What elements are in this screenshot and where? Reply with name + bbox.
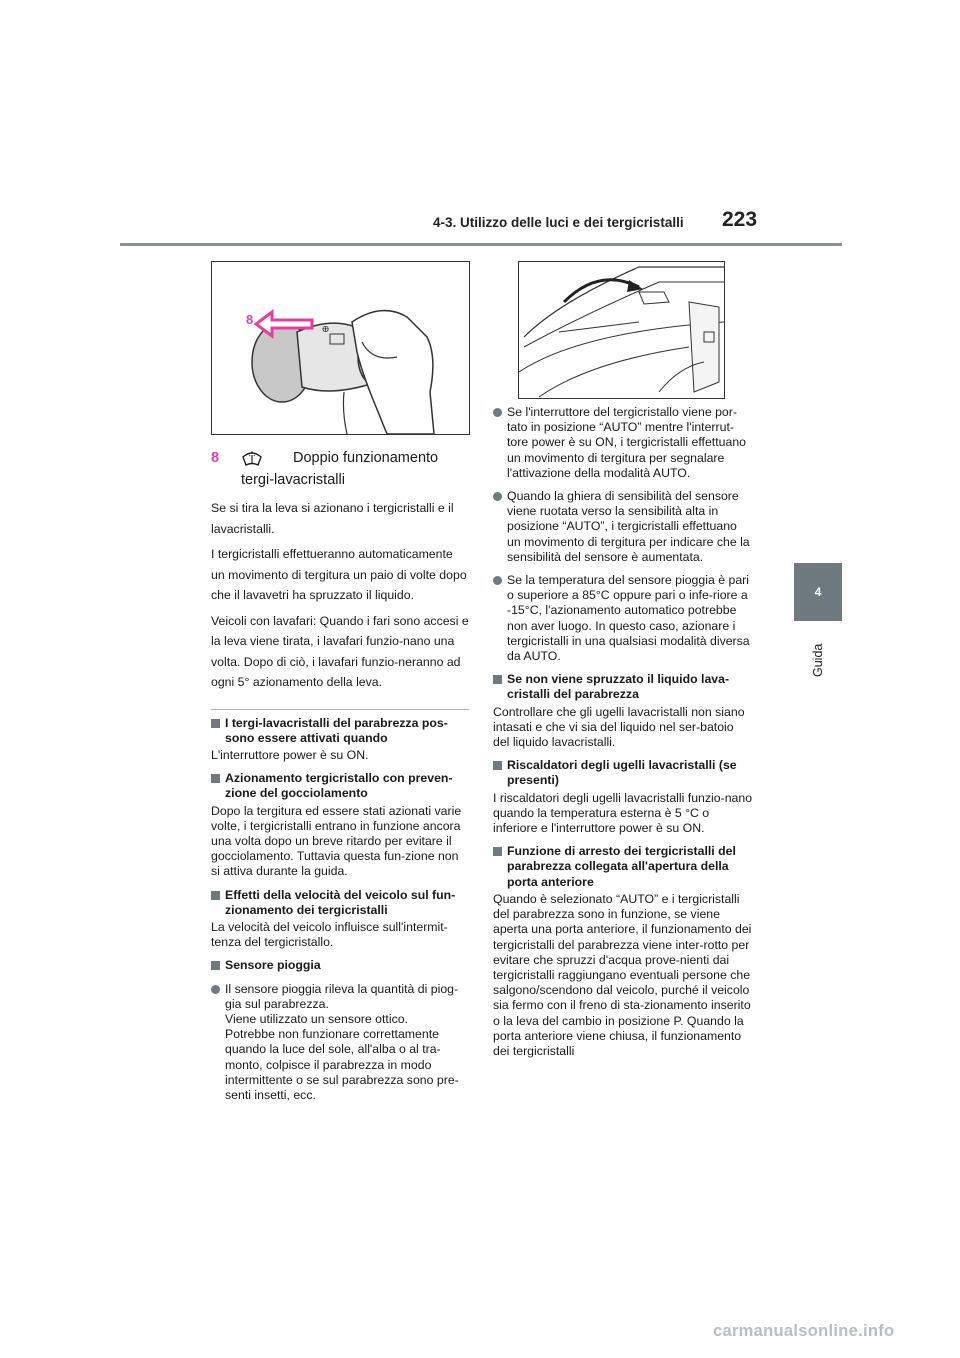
- page-number: 223: [722, 208, 758, 231]
- left-column: [211, 446, 469, 1111]
- bullet-item: [211, 982, 469, 1104]
- figure-callout-8: 8: [246, 312, 254, 327]
- section-text: L'interruttore power è su ON.: [211, 747, 369, 762]
- bullet-item: Quando la ghiera di sensibilità del sensore viene ruotata verso la sensibilità alta in posizione “AUTO”, i tergicristalli effettuano un movimento di tergitura per indicare che la sensibilità del sensore è aumentata.: [493, 489, 753, 565]
- section-text: La velocità del veicolo influisce sull'intermit-tenza del tergicristallo.: [211, 919, 448, 950]
- watermark: carmanualsonline.info: [713, 1322, 895, 1340]
- section-heading: Riscaldatori degli ugelli lavacristalli (se presenti): [493, 758, 753, 788]
- switch-item-title-line1: Doppio funzionamento: [293, 450, 439, 466]
- section-heading: Effetti della velocità del veicolo sul fun-zionamento dei tergicristalli: [211, 888, 469, 918]
- bullet-line: Viene utilizzato un sensore ottico.: [225, 1011, 408, 1026]
- switch-item-8: [211, 446, 469, 470]
- running-header-title: 4-3. Utilizzo delle luci e dei tergicristalli: [433, 215, 684, 230]
- section-text: Quando è selezionato “AUTO” e i tergicristalli del parabrezza sono in funzione, se viene aperta una porta anteriore, il funzionamento dei tergicristalli del parabrezza viene inter-rotto per evitare che spruzzi d'acqua prove-nienti dai tergicristalli raggiungano eventuali persone che salgono/scendono dal veicolo, purché il veicolo sia fermo con il freno di sta-zionamento inserito o la leva del cambio in posizione P. Quando la porta anteriore viene chiusa, il funzionamento dei tergicristalli: [493, 891, 752, 1058]
- bullet-line: Potrebbe non funzionare correttamente quando la luce del sole, all'alba o al tra-monto, colpisce il parabrezza in modo intermittente o se sul parabrezza sono pre-senti insetti, ecc.: [225, 1027, 459, 1102]
- section-heading: Funzione di arresto dei tergicristalli del parabrezza collegata all'apertura della porta anteriore: [493, 844, 753, 890]
- section-heading: Sensore pioggia: [211, 958, 469, 973]
- right-column: [493, 405, 753, 1067]
- bullet-item: Se l'interruttore del tergicristallo viene por-tato in posizione “AUTO” mentre l'interrut-tore power è su ON, i tergicristalli effettuano un movimento di tergitura per segnalare l'attivazione della modalità AUTO.: [493, 405, 753, 481]
- section-heading: Azionamento tergicristallo con preven-zione del gocciolamento: [211, 771, 469, 801]
- switch-item-title-line2: tergi-lavacristalli: [241, 472, 345, 488]
- svg-text:ⴲ: ⴲ: [322, 325, 330, 334]
- switch-item-number: 8: [211, 450, 220, 466]
- section-text: Controllare che gli ugelli lavacristalli non siano intasati e che vi sia del liquido nel ser-batoio del liquido lavacristalli.: [493, 704, 745, 750]
- chapter-number: 4: [814, 585, 822, 599]
- header-rule: [120, 243, 842, 246]
- rain-sensor-illustration: [518, 261, 725, 399]
- bullet-item: Se la temperatura del sensore pioggia è pari o superiore a 85°C oppure pari o infe-riore a -15°C, l'azionamento automatico potrebbe non aver luogo. In questo caso, azionare i tergicristalli in una qualsiasi modalità diversa da AUTO.: [493, 573, 753, 664]
- section-heading: I tergi-lavacristalli del parabrezza pos-sono essere attivati quando: [211, 716, 469, 746]
- bullet-line: Il sensore pioggia rileva la quantità di piog-gia sul parabrezza.: [225, 981, 459, 1011]
- windshield-washer-icon: [241, 447, 263, 469]
- body-paragraph: I tergicristalli effettueranno automaticamente un movimento di tergitura un paio di volte dopo che il lavavetri ha spruzzato il liquido.: [211, 547, 467, 602]
- body-paragraph: Se si tira la leva si azionano i tergicristalli e il lavacristalli.: [211, 501, 454, 536]
- chapter-label: Guida: [811, 643, 825, 677]
- chapter-tab: [794, 563, 842, 621]
- lever-pull-illustration: [211, 261, 470, 435]
- section-text: Dopo la tergitura ed essere stati azionati varie volte, i tergicristalli entrano in funzione ancora una volta dopo un breve ritardo per evitare il gocciolamento. Tuttavia questa fun-zione non si attiva durante la guida.: [211, 803, 462, 879]
- section-divider: [211, 709, 469, 710]
- section-text: I riscaldatori degli ugelli lavacristalli funzio-nano quando la temperatura esterna è 5 °C o inferiore e l'interruttore power è su ON.: [493, 790, 753, 836]
- section-heading: Se non viene spruzzato il liquido lava-cristalli del parabrezza: [493, 672, 753, 702]
- body-paragraph: Veicoli con lavafari: Quando i fari sono accesi e la leva viene tirata, i lavafari funzio-nano una volta. Dopo di ciò, i lavafari funzio-neranno ad ogni 5° azionamento della leva.: [211, 613, 469, 689]
